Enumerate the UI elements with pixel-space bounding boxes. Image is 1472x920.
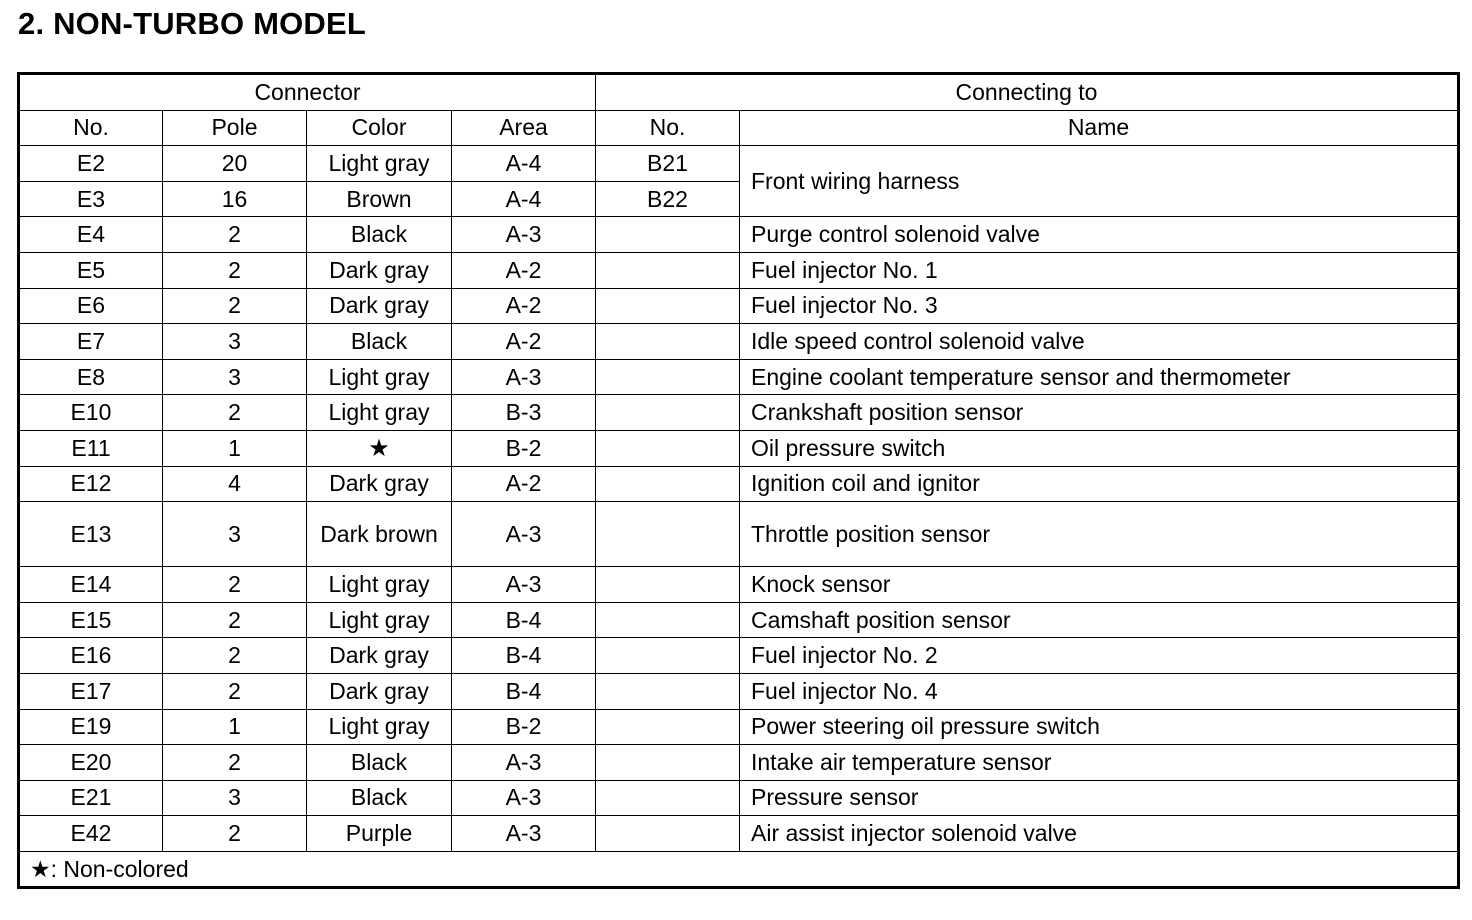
table-row — [19, 602, 1459, 638]
table-row — [19, 673, 1459, 709]
page-title: 2. NON-TURBO MODEL — [18, 6, 367, 41]
cell-to-no — [596, 709, 740, 745]
cell-to-no — [596, 359, 740, 395]
cell-name: Fuel injector No. 3 — [740, 288, 1459, 324]
table-row — [19, 638, 1459, 674]
cell-pole: 16 — [163, 181, 307, 217]
cell-pole: 2 — [163, 217, 307, 253]
cell-no: E21 — [19, 780, 163, 816]
cell-area: A-2 — [452, 324, 596, 360]
cell-to-no — [596, 638, 740, 674]
cell-area: B-2 — [452, 709, 596, 745]
cell-area: A-3 — [452, 217, 596, 253]
cell-pole: 2 — [163, 745, 307, 781]
cell-color: Black — [307, 324, 452, 360]
cell-pole: 3 — [163, 359, 307, 395]
cell-color: Black — [307, 780, 452, 816]
cell-color: Dark gray — [307, 638, 452, 674]
column-header-no: No. — [19, 110, 163, 146]
cell-name: Ignition coil and ignitor — [740, 466, 1459, 502]
cell-color: Dark gray — [307, 466, 452, 502]
cell-no: E6 — [19, 288, 163, 324]
column-header-color: Color — [307, 110, 452, 146]
cell-to-no — [596, 567, 740, 603]
cell-color: Dark gray — [307, 252, 452, 288]
cell-name: Knock sensor — [740, 567, 1459, 603]
cell-pole: 2 — [163, 816, 307, 852]
cell-no: E4 — [19, 217, 163, 253]
non-colored-note: ★: Non-colored — [19, 851, 1459, 888]
cell-to-no — [596, 466, 740, 502]
cell-pole: 2 — [163, 673, 307, 709]
table-row — [19, 359, 1459, 395]
table-row — [19, 709, 1459, 745]
cell-color: Light gray — [307, 146, 452, 182]
cell-pole: 20 — [163, 146, 307, 182]
cell-name: Purge control solenoid valve — [740, 217, 1459, 253]
cell-area: A-2 — [452, 466, 596, 502]
cell-to-no — [596, 673, 740, 709]
cell-area: B-2 — [452, 430, 596, 466]
cell-to-no — [596, 252, 740, 288]
connector-group-header: Connector — [19, 74, 596, 111]
cell-name: Engine coolant temperature sensor and thermometer — [740, 359, 1459, 395]
table-row — [19, 567, 1459, 603]
cell-color: Dark brown — [307, 502, 452, 567]
cell-to-no — [596, 780, 740, 816]
cell-color: Light gray — [307, 709, 452, 745]
cell-pole: 2 — [163, 602, 307, 638]
cell-color: Light gray — [307, 602, 452, 638]
table-row — [19, 324, 1459, 360]
cell-no: E2 — [19, 146, 163, 182]
cell-area: B-4 — [452, 638, 596, 674]
cell-no: E14 — [19, 567, 163, 603]
cell-area: A-4 — [452, 181, 596, 217]
column-header-row — [19, 110, 1459, 146]
table-row — [19, 217, 1459, 253]
cell-no: E3 — [19, 181, 163, 217]
cell-area: B-4 — [452, 673, 596, 709]
cell-area: A-3 — [452, 359, 596, 395]
cell-to-no — [596, 502, 740, 567]
cell-no: E11 — [19, 430, 163, 466]
cell-to-no: B22 — [596, 181, 740, 217]
table-row — [19, 288, 1459, 324]
connector-table — [17, 72, 1460, 889]
column-header-to-no: No. — [596, 110, 740, 146]
cell-no: E15 — [19, 602, 163, 638]
cell-color: Black — [307, 745, 452, 781]
cell-to-no — [596, 217, 740, 253]
cell-to-no — [596, 745, 740, 781]
cell-area: A-2 — [452, 252, 596, 288]
column-header-area: Area — [452, 110, 596, 146]
cell-name: Power steering oil pressure switch — [740, 709, 1459, 745]
cell-pole: 3 — [163, 780, 307, 816]
cell-no: E16 — [19, 638, 163, 674]
table-row — [19, 146, 1459, 182]
cell-area: A-3 — [452, 745, 596, 781]
cell-pole: 3 — [163, 324, 307, 360]
cell-no: E5 — [19, 252, 163, 288]
cell-no: E7 — [19, 324, 163, 360]
cell-area: A-2 — [452, 288, 596, 324]
cell-pole: 2 — [163, 395, 307, 431]
cell-to-no — [596, 324, 740, 360]
cell-name: Front wiring harness — [740, 146, 1459, 217]
cell-area: A-3 — [452, 567, 596, 603]
cell-name: Idle speed control solenoid valve — [740, 324, 1459, 360]
cell-area: A-3 — [452, 816, 596, 852]
cell-color: Dark gray — [307, 288, 452, 324]
cell-name: Oil pressure switch — [740, 430, 1459, 466]
cell-area: B-4 — [452, 602, 596, 638]
cell-name: Fuel injector No. 2 — [740, 638, 1459, 674]
cell-to-no — [596, 395, 740, 431]
table-row — [19, 816, 1459, 852]
table-row — [19, 745, 1459, 781]
table-row — [19, 780, 1459, 816]
cell-area: A-4 — [452, 146, 596, 182]
group-header-row — [19, 74, 1459, 111]
cell-to-no — [596, 288, 740, 324]
cell-no: E20 — [19, 745, 163, 781]
cell-name: Crankshaft position sensor — [740, 395, 1459, 431]
note-row — [19, 851, 1459, 888]
cell-area: A-3 — [452, 780, 596, 816]
cell-no: E17 — [19, 673, 163, 709]
star-icon: ★ — [307, 430, 452, 466]
cell-no: E8 — [19, 359, 163, 395]
cell-color: Dark gray — [307, 673, 452, 709]
table-row — [19, 466, 1459, 502]
cell-area: A-3 — [452, 502, 596, 567]
cell-name: Fuel injector No. 1 — [740, 252, 1459, 288]
cell-name: Camshaft position sensor — [740, 602, 1459, 638]
cell-to-no: B21 — [596, 146, 740, 182]
cell-area: B-3 — [452, 395, 596, 431]
cell-name: Air assist injector solenoid valve — [740, 816, 1459, 852]
cell-color: Brown — [307, 181, 452, 217]
cell-name: Intake air temperature sensor — [740, 745, 1459, 781]
table-row — [19, 430, 1459, 466]
cell-pole: 2 — [163, 638, 307, 674]
cell-color: Light gray — [307, 395, 452, 431]
column-header-name: Name — [740, 110, 1459, 146]
cell-to-no — [596, 816, 740, 852]
cell-color: Light gray — [307, 567, 452, 603]
cell-to-no — [596, 430, 740, 466]
cell-pole: 1 — [163, 430, 307, 466]
cell-pole: 2 — [163, 288, 307, 324]
cell-pole: 2 — [163, 567, 307, 603]
column-header-pole: Pole — [163, 110, 307, 146]
cell-color: Black — [307, 217, 452, 253]
cell-to-no — [596, 602, 740, 638]
cell-name: Throttle position sensor — [740, 502, 1459, 567]
cell-no: E12 — [19, 466, 163, 502]
table-row — [19, 395, 1459, 431]
connecting-to-group-header: Connecting to — [596, 74, 1459, 111]
cell-name: Pressure sensor — [740, 780, 1459, 816]
cell-no: E19 — [19, 709, 163, 745]
table-row — [19, 502, 1459, 567]
cell-no: E10 — [19, 395, 163, 431]
cell-pole: 2 — [163, 252, 307, 288]
cell-pole: 3 — [163, 502, 307, 567]
cell-no: E13 — [19, 502, 163, 567]
table-row — [19, 252, 1459, 288]
cell-pole: 4 — [163, 466, 307, 502]
cell-no: E42 — [19, 816, 163, 852]
cell-pole: 1 — [163, 709, 307, 745]
cell-name: Fuel injector No. 4 — [740, 673, 1459, 709]
cell-color: Light gray — [307, 359, 452, 395]
cell-color: Purple — [307, 816, 452, 852]
